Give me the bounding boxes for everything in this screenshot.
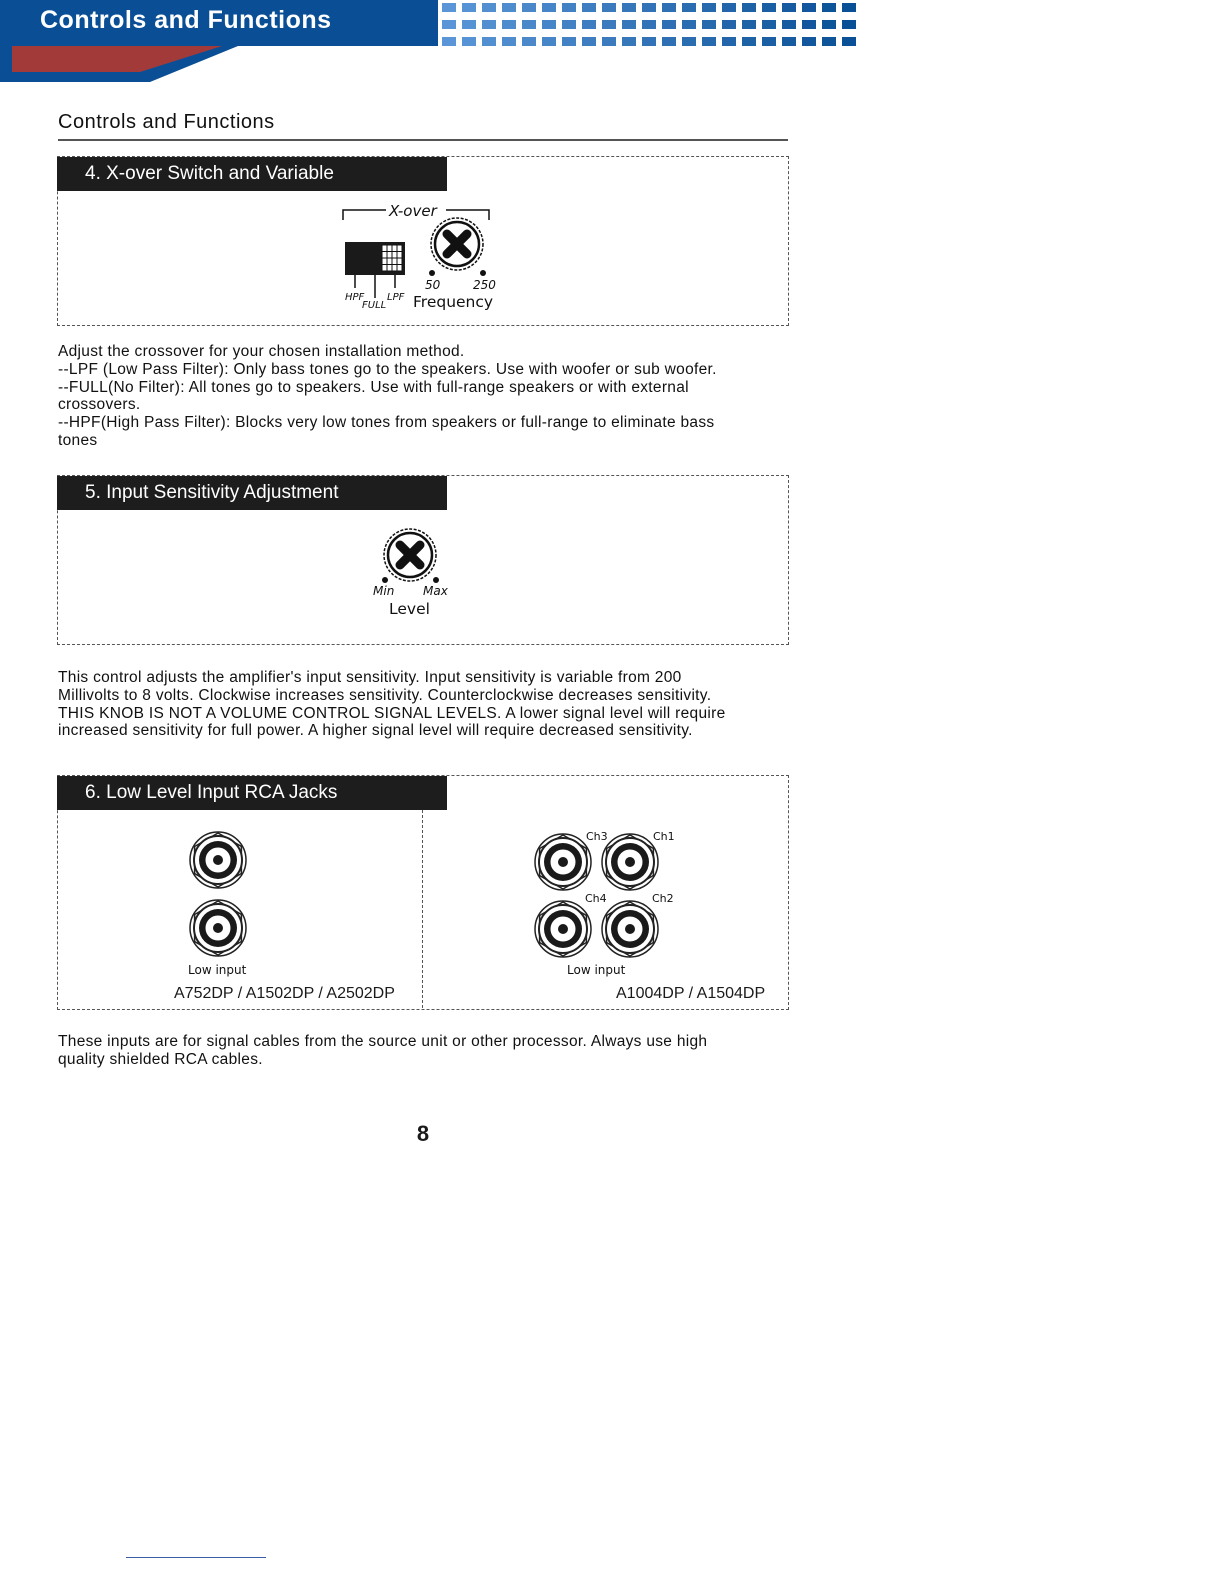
banner-dot (782, 20, 796, 29)
banner-dot (622, 37, 636, 46)
banner-dot (702, 3, 716, 12)
banner-dot (822, 37, 836, 46)
sensitivity-description-line: Millivolts to 8 volts. Clockwise increases sensitivity. Counterclockwise decreases sensitivity. (58, 686, 712, 704)
banner-dot (682, 20, 696, 29)
frequency-knob-graphic (431, 218, 483, 270)
banner-dot (842, 37, 856, 46)
xover-description (58, 343, 717, 450)
banner-dot (442, 3, 456, 12)
banner-dot (582, 3, 596, 12)
banner-dot (542, 3, 556, 12)
level-min-label: Min (373, 584, 395, 598)
rca-description (58, 1033, 707, 1069)
sensitivity-description-line: THIS KNOB IS NOT A VOLUME CONTROL SIGNAL LEVELS. A lower signal level will require (58, 704, 726, 722)
banner-dot (522, 37, 536, 46)
switch-label-lpf: LPF (387, 292, 405, 303)
page-number: 8 (416, 1121, 430, 1146)
level-label: Level (389, 600, 430, 618)
level-knob-graphic (370, 524, 450, 588)
banner-dot (502, 20, 516, 29)
frequency-min-label: 50 (425, 278, 441, 292)
banner-title: Controls and Functions (40, 6, 332, 34)
banner-dot (462, 37, 476, 46)
banner-dot (462, 20, 476, 29)
banner-dot (642, 3, 656, 12)
rca-left-jack-label: Low input (188, 963, 247, 977)
rca-right-jack-label: Low input (567, 963, 626, 977)
banner-dot (742, 3, 756, 12)
banner-dot (702, 37, 716, 46)
frequency-max-label: 250 (473, 278, 496, 292)
sensitivity-diagram (370, 524, 450, 588)
title-divider (58, 139, 788, 141)
rca-right-models: A1004DP / A1504DP (616, 985, 766, 1002)
banner-dot (662, 20, 676, 29)
rca-description-line: These inputs are for signal cables from the source unit or other processor. Always use high (58, 1033, 708, 1050)
page-title: Controls and Functions (58, 111, 275, 133)
banner-dot (502, 3, 516, 12)
banner-dot (802, 3, 816, 12)
xover-section-header: 4. X-over Switch and Variable (57, 157, 447, 191)
channel-label-ch3: Ch3 (586, 830, 608, 843)
banner-dot (662, 3, 676, 12)
channel-label-ch4: Ch4 (585, 892, 607, 905)
banner-dot (482, 20, 496, 29)
banner-dot (782, 3, 796, 12)
xover-description-line: crossovers. (58, 396, 141, 414)
xover-description-line: --HPF(High Pass Filter): Blocks very low tones from speakers or full-range to eliminate bass (58, 414, 715, 432)
banner-dot (482, 3, 496, 12)
banner-dot (602, 20, 616, 29)
banner-dot (642, 20, 656, 29)
banner-dot (562, 3, 576, 12)
banner-dot (622, 3, 636, 12)
banner-dot (602, 3, 616, 12)
banner-dot (702, 20, 716, 29)
xover-description-line: Adjust the crossover for your chosen installation method. (58, 343, 465, 360)
sensitivity-description (58, 669, 726, 740)
rca-left-models: A752DP / A1502DP / A2502DP (174, 985, 395, 1002)
banner-dot (582, 37, 596, 46)
banner-dot (462, 3, 476, 12)
channel-label-ch2: Ch2 (652, 892, 674, 905)
banner-dot (782, 37, 796, 46)
rca-jacks-2ch-graphic (186, 828, 250, 962)
banner-dot (682, 37, 696, 46)
banner-dot (442, 20, 456, 29)
banner-dot (822, 20, 836, 29)
banner-dot (522, 20, 536, 29)
banner-dot (722, 3, 736, 12)
banner-dot (622, 20, 636, 29)
sensitivity-description-line: This control adjusts the amplifier's input sensitivity. Input sensitivity is variable from 200 (58, 669, 682, 686)
banner-dot-grid (442, 3, 856, 46)
xover-group-label: X-over (389, 202, 437, 220)
banner-dot (562, 37, 576, 46)
xover-description-line: --FULL(No Filter): All tones go to speakers. Use with full-range speakers or with external (58, 378, 689, 396)
banner-dot (742, 20, 756, 29)
banner-dot (762, 20, 776, 29)
banner-dot (822, 3, 836, 12)
banner-dot (722, 20, 736, 29)
banner-dot (742, 37, 756, 46)
rca-section-header: 6. Low Level Input RCA Jacks (57, 776, 447, 810)
banner-dot (682, 3, 696, 12)
rca-box-divider (422, 810, 423, 1008)
banner-dot (762, 37, 776, 46)
banner-dot (502, 37, 516, 46)
banner-dot (842, 20, 856, 29)
xover-description-line: --LPF (Low Pass Filter): Only bass tones go to the speakers. Use with woofer or sub woofer. (58, 360, 717, 378)
rca-description-line: quality shielded RCA cables. (58, 1050, 263, 1068)
xover-description-line: tones (58, 431, 98, 449)
banner-dot (562, 20, 576, 29)
switch-label-hpf: HPF (345, 292, 365, 303)
channel-label-ch1: Ch1 (653, 830, 675, 843)
banner-dot (602, 37, 616, 46)
banner-dot (762, 3, 776, 12)
banner-dot (842, 3, 856, 12)
frequency-label: Frequency (413, 293, 494, 311)
rca-box (57, 775, 789, 1010)
banner-dot (542, 37, 556, 46)
switch-label-full: FULL (362, 300, 387, 311)
banner-dot (802, 37, 816, 46)
level-max-label: Max (423, 584, 448, 598)
footer-rule (126, 1557, 266, 1558)
banner-dot (722, 37, 736, 46)
banner-dot (522, 3, 536, 12)
banner-dot (662, 37, 676, 46)
banner-dot (542, 20, 556, 29)
banner-dot (802, 20, 816, 29)
banner-dot (642, 37, 656, 46)
banner-dot (442, 37, 456, 46)
banner-dot (582, 20, 596, 29)
sensitivity-description-line: increased sensitivity for full power. A higher signal level will require decreased sensitivity. (58, 722, 693, 740)
banner-dot (482, 37, 496, 46)
sensitivity-section-header: 5. Input Sensitivity Adjustment (57, 476, 447, 510)
rca-left-diagram (186, 828, 250, 962)
